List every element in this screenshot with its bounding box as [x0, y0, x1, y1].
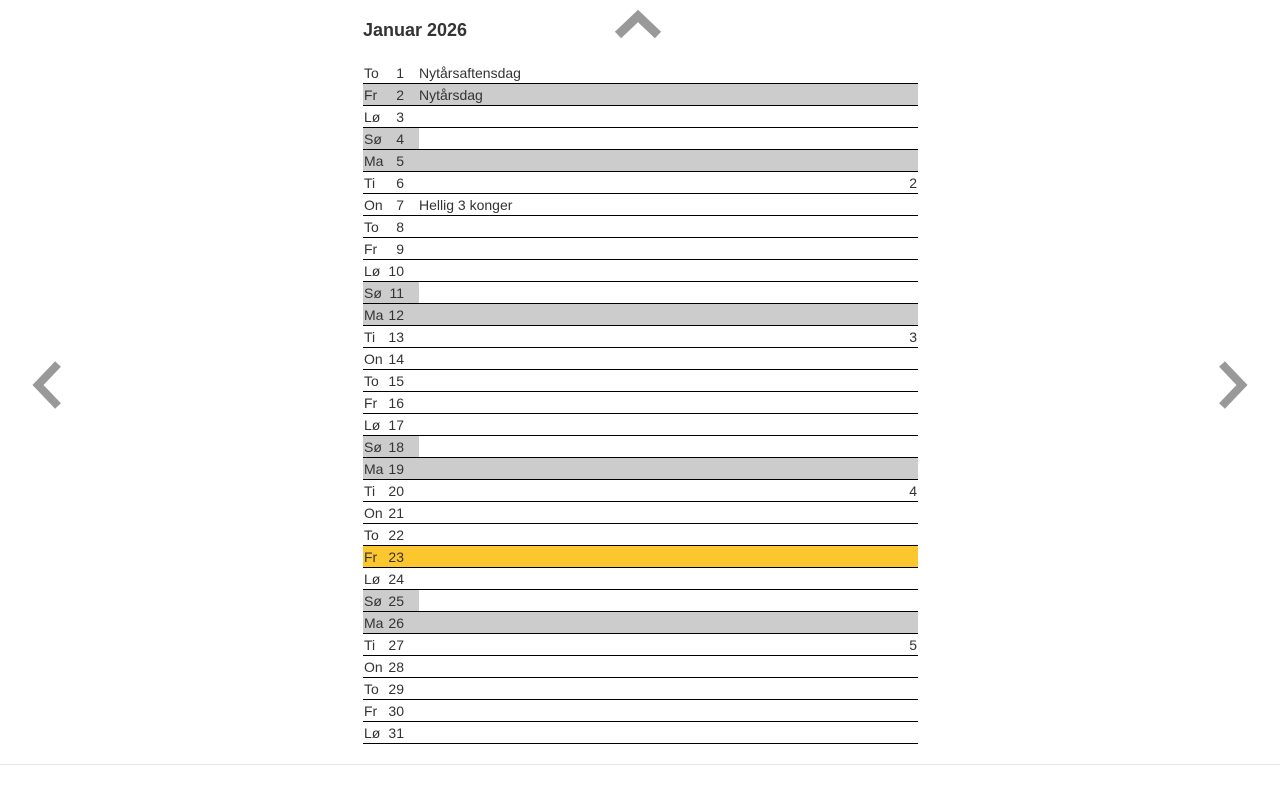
day-number: 16 — [388, 395, 404, 411]
weekday-label: Fr — [364, 87, 378, 103]
day-cell — [363, 700, 419, 722]
day-cell — [363, 150, 419, 172]
event-cell[interactable] — [419, 656, 918, 678]
week-number — [917, 590, 918, 611]
week-number — [917, 260, 918, 281]
day-row[interactable] — [363, 326, 918, 348]
week-number: 3 — [909, 329, 917, 345]
day-number: 27 — [388, 637, 404, 653]
day-number: 10 — [388, 263, 404, 279]
day-row[interactable] — [363, 634, 918, 656]
day-cell — [363, 414, 419, 436]
weekday-label: Lø — [364, 571, 381, 587]
week-number — [917, 304, 918, 325]
event-cell[interactable] — [419, 414, 918, 436]
day-cell — [363, 392, 419, 414]
event-cell[interactable] — [419, 436, 918, 458]
event-cell[interactable] — [419, 282, 918, 304]
day-number: 22 — [388, 527, 404, 543]
day-cell — [363, 194, 419, 216]
chevron-up-icon — [612, 8, 664, 42]
week-number — [917, 106, 918, 127]
day-row[interactable] — [363, 172, 918, 194]
event-cell[interactable] — [419, 62, 918, 84]
day-cell — [363, 216, 419, 238]
day-number: 23 — [388, 549, 404, 565]
day-cell — [363, 524, 419, 546]
week-number — [917, 194, 918, 215]
week-number — [917, 62, 918, 83]
weekday-label: Ti — [364, 329, 376, 345]
day-number: 7 — [396, 197, 404, 213]
week-number — [917, 612, 918, 633]
event-text: Hellig 3 konger — [419, 197, 513, 213]
day-cell — [363, 128, 419, 150]
day-row[interactable] — [363, 62, 918, 84]
event-cell[interactable] — [419, 480, 918, 502]
weekday-label: Fr — [364, 241, 378, 257]
day-row[interactable] — [363, 260, 918, 282]
event-cell[interactable] — [419, 194, 918, 216]
day-row[interactable] — [363, 546, 918, 568]
day-row[interactable] — [363, 612, 918, 634]
day-cell — [363, 304, 419, 326]
weekday-label: Ti — [364, 175, 376, 191]
day-number: 6 — [396, 175, 404, 191]
week-number: 5 — [909, 637, 917, 653]
day-cell — [363, 590, 419, 612]
week-number — [917, 216, 918, 237]
event-cell[interactable] — [419, 348, 918, 370]
week-number — [917, 678, 918, 699]
day-cell — [363, 480, 419, 502]
event-cell[interactable] — [419, 260, 918, 282]
day-cell — [363, 436, 419, 458]
weekday-label: Fr — [364, 549, 378, 565]
day-row[interactable] — [363, 458, 918, 480]
day-cell — [363, 238, 419, 260]
day-number: 2 — [396, 87, 404, 103]
day-number: 3 — [396, 109, 404, 125]
week-number — [917, 524, 918, 545]
weekday-label: To — [364, 373, 379, 389]
event-text: Nytårsdag — [419, 87, 483, 103]
day-number: 31 — [388, 725, 404, 741]
weekday-label: Ti — [364, 637, 376, 653]
day-number: 26 — [388, 615, 404, 631]
weekday-label: Ti — [364, 483, 376, 499]
day-row[interactable] — [363, 106, 918, 128]
week-number — [917, 458, 918, 479]
day-number: 18 — [388, 439, 404, 455]
event-cell[interactable] — [419, 524, 918, 546]
weekday-label: Lø — [364, 417, 381, 433]
day-number: 19 — [388, 461, 404, 477]
footer-divider — [0, 764, 1280, 765]
week-number: 4 — [909, 483, 917, 499]
day-number: 11 — [389, 285, 404, 301]
day-number: 17 — [388, 417, 404, 433]
day-row[interactable] — [363, 524, 918, 546]
prev-month-button[interactable] — [26, 360, 66, 410]
day-number: 13 — [388, 329, 404, 345]
day-number: 4 — [396, 131, 404, 147]
event-cell[interactable] — [419, 304, 918, 326]
day-row[interactable] — [363, 722, 918, 744]
day-row[interactable] — [363, 370, 918, 392]
day-row[interactable] — [363, 656, 918, 678]
week-number — [917, 238, 918, 259]
chevron-left-icon — [26, 360, 66, 410]
day-cell — [363, 502, 419, 524]
day-row[interactable] — [363, 194, 918, 216]
next-month-button[interactable] — [1214, 360, 1254, 410]
day-row[interactable] — [363, 128, 918, 150]
day-row[interactable] — [363, 678, 918, 700]
weekday-label: Ma — [364, 461, 384, 477]
day-row[interactable] — [363, 480, 918, 502]
day-number: 14 — [388, 351, 404, 367]
day-cell — [363, 282, 419, 304]
week-number — [917, 414, 918, 435]
event-cell[interactable] — [419, 634, 918, 656]
event-cell[interactable] — [419, 458, 918, 480]
event-cell[interactable] — [419, 216, 918, 238]
event-cell[interactable] — [419, 546, 918, 568]
day-row[interactable] — [363, 502, 918, 524]
week-number: 2 — [909, 175, 917, 191]
day-number: 30 — [388, 703, 404, 719]
weekday-label: Sø — [364, 593, 382, 609]
day-cell — [363, 348, 419, 370]
day-cell — [363, 370, 419, 392]
day-cell — [363, 678, 419, 700]
event-cell[interactable] — [419, 722, 918, 744]
week-number — [917, 700, 918, 721]
week-number — [917, 128, 918, 149]
event-cell[interactable] — [419, 700, 918, 722]
week-number — [917, 722, 918, 743]
day-row[interactable] — [363, 700, 918, 722]
day-cell — [363, 260, 419, 282]
week-number — [917, 84, 918, 105]
day-row[interactable] — [363, 238, 918, 260]
weekday-label: Ma — [364, 153, 384, 169]
event-cell[interactable] — [419, 84, 918, 106]
event-cell[interactable] — [419, 238, 918, 260]
day-cell — [363, 722, 419, 744]
week-number — [917, 392, 918, 413]
day-cell — [363, 612, 419, 634]
day-row[interactable] — [363, 282, 918, 304]
weekday-label: On — [364, 659, 383, 675]
day-row[interactable] — [363, 568, 918, 590]
event-cell[interactable] — [419, 150, 918, 172]
day-number: 8 — [396, 219, 404, 235]
week-number — [917, 546, 918, 567]
week-number — [917, 370, 918, 391]
event-cell[interactable] — [419, 590, 918, 612]
day-row[interactable] — [363, 436, 918, 458]
weekday-label: On — [364, 351, 383, 367]
weekday-label: On — [364, 197, 383, 213]
day-number: 20 — [388, 483, 404, 499]
day-cell — [363, 172, 419, 194]
event-text: Nytårsaftensdag — [419, 65, 521, 81]
chevron-right-icon — [1214, 360, 1254, 410]
day-cell — [363, 568, 419, 590]
event-cell[interactable] — [419, 612, 918, 634]
weekday-label: To — [364, 65, 379, 81]
weekday-label: Ma — [364, 307, 384, 323]
day-number: 5 — [396, 153, 404, 169]
weekday-label: To — [364, 681, 379, 697]
event-cell[interactable] — [419, 106, 918, 128]
day-cell — [363, 326, 419, 348]
event-cell[interactable] — [419, 128, 918, 150]
day-row[interactable] — [363, 348, 918, 370]
day-number: 24 — [388, 571, 404, 587]
day-number: 12 — [388, 307, 404, 323]
weekday-label: Lø — [364, 109, 381, 125]
day-row[interactable] — [363, 304, 918, 326]
weekday-label: To — [364, 219, 379, 235]
day-cell — [363, 634, 419, 656]
weekday-label: On — [364, 505, 383, 521]
weekday-label: Fr — [364, 395, 378, 411]
weekday-label: Sø — [364, 285, 382, 301]
nav-up-button[interactable] — [612, 8, 664, 42]
week-number — [917, 150, 918, 171]
day-number: 9 — [396, 241, 404, 257]
day-number: 28 — [388, 659, 404, 675]
day-cell — [363, 84, 419, 106]
weekday-label: Lø — [364, 725, 381, 741]
event-cell[interactable] — [419, 502, 918, 524]
day-number: 29 — [388, 681, 404, 697]
weekday-label: Sø — [364, 439, 382, 455]
weekday-label: Lø — [364, 263, 381, 279]
day-cell — [363, 546, 419, 568]
day-cell — [363, 656, 419, 678]
day-cell — [363, 458, 419, 480]
week-number — [917, 282, 918, 303]
day-number: 25 — [388, 593, 404, 609]
week-number — [917, 656, 918, 677]
event-cell[interactable] — [419, 392, 918, 414]
day-number: 21 — [388, 505, 404, 521]
day-row[interactable] — [363, 216, 918, 238]
day-cell — [363, 106, 419, 128]
event-cell[interactable] — [419, 568, 918, 590]
event-cell[interactable] — [419, 370, 918, 392]
event-cell[interactable] — [419, 172, 918, 194]
weekday-label: To — [364, 527, 379, 543]
day-row[interactable] — [363, 590, 918, 612]
week-number — [917, 502, 918, 523]
weekday-label: Ma — [364, 615, 384, 631]
calendar-list — [363, 62, 918, 744]
weekday-label: Fr — [364, 703, 378, 719]
event-cell[interactable] — [419, 326, 918, 348]
week-number — [917, 436, 918, 457]
event-cell[interactable] — [419, 678, 918, 700]
day-row[interactable] — [363, 414, 918, 436]
day-number: 1 — [396, 65, 404, 81]
day-cell — [363, 62, 419, 84]
month-title: Januar 2026 — [363, 20, 468, 40]
week-number — [917, 568, 918, 589]
weekday-label: Sø — [364, 131, 382, 147]
day-row[interactable] — [363, 150, 918, 172]
day-row[interactable] — [363, 84, 918, 106]
day-row[interactable] — [363, 392, 918, 414]
week-number — [917, 348, 918, 369]
day-number: 15 — [388, 373, 404, 389]
